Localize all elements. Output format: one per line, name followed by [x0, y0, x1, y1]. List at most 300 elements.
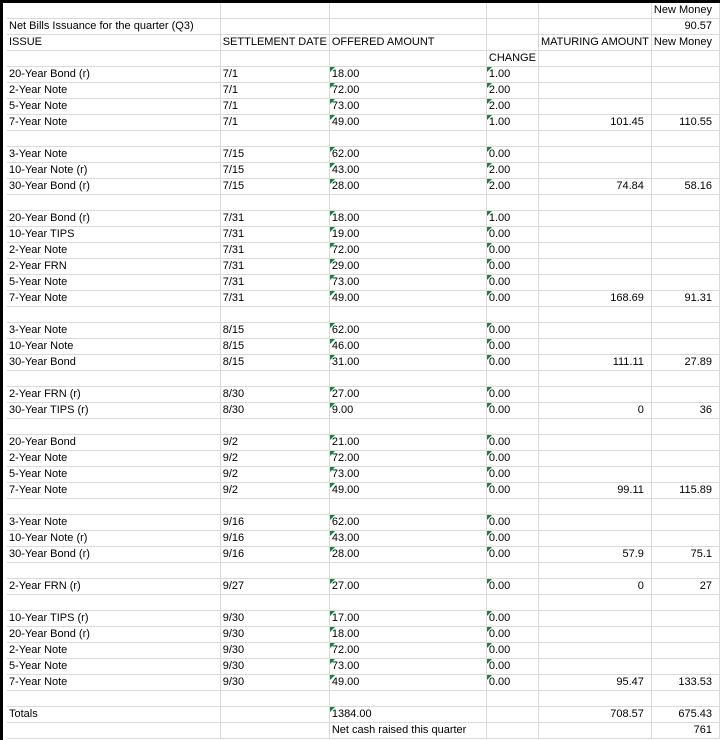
- offered-amount-cell[interactable]: 27.00: [329, 387, 486, 403]
- empty-cell[interactable]: [538, 307, 651, 323]
- blank-row: [7, 691, 720, 707]
- empty-cell[interactable]: [651, 595, 719, 611]
- new-money-cell[interactable]: [651, 99, 719, 115]
- settlement-date-cell[interactable]: 8/15: [220, 339, 329, 355]
- offered-amount-cell[interactable]: 29.00: [329, 259, 486, 275]
- change-cell[interactable]: 0.00: [486, 355, 538, 371]
- settlement-date-cell[interactable]: 9/30: [220, 659, 329, 675]
- offered-amount-cell[interactable]: 46.00: [329, 339, 486, 355]
- maturing-amount-cell[interactable]: [538, 643, 651, 659]
- maturing-amount-cell[interactable]: [538, 259, 651, 275]
- issue-cell[interactable]: 30-Year Bond (r): [7, 547, 220, 563]
- col-change-header[interactable]: CHANGE: [486, 51, 538, 67]
- col-offered-header[interactable]: OFFERED AMOUNT: [329, 35, 486, 51]
- empty-cell[interactable]: [220, 723, 329, 739]
- empty-cell[interactable]: [7, 563, 220, 579]
- table-row: [7, 451, 720, 467]
- net-cash-label[interactable]: Net cash raised this quarter: [329, 723, 486, 739]
- table-row: [7, 83, 720, 99]
- empty-cell[interactable]: [220, 707, 329, 723]
- issue-cell[interactable]: 30-Year Bond (r): [7, 179, 220, 195]
- offered-amount-cell[interactable]: 72.00: [329, 451, 486, 467]
- empty-cell[interactable]: [7, 307, 220, 323]
- new-money-cell[interactable]: [651, 659, 719, 675]
- empty-cell[interactable]: [329, 563, 486, 579]
- maturing-amount-cell[interactable]: [538, 227, 651, 243]
- new-money-cell[interactable]: 115.89: [651, 483, 719, 499]
- net-cash-value[interactable]: 761: [651, 723, 719, 739]
- issue-cell[interactable]: 7-Year Note: [7, 115, 220, 131]
- issuance-table: [7, 3, 720, 739]
- empty-cell[interactable]: [329, 131, 486, 147]
- offered-amount-cell[interactable]: 49.00: [329, 291, 486, 307]
- new-money-cell[interactable]: [651, 259, 719, 275]
- maturing-amount-cell[interactable]: 101.45: [538, 115, 651, 131]
- settlement-date-cell[interactable]: 7/15: [220, 147, 329, 163]
- new-money-cell[interactable]: [651, 211, 719, 227]
- change-cell[interactable]: 0.00: [486, 547, 538, 563]
- maturing-amount-cell[interactable]: [538, 83, 651, 99]
- empty-cell[interactable]: [7, 499, 220, 515]
- col-new-money-header[interactable]: New Money: [651, 35, 719, 51]
- new-money-cell[interactable]: [651, 243, 719, 259]
- change-cell[interactable]: 0.00: [486, 323, 538, 339]
- offered-amount-cell[interactable]: 62.00: [329, 515, 486, 531]
- empty-cell[interactable]: [220, 595, 329, 611]
- change-cell[interactable]: 0.00: [486, 387, 538, 403]
- new-money-cell[interactable]: [651, 467, 719, 483]
- table-row: [7, 339, 720, 355]
- change-cell[interactable]: 1.00: [486, 115, 538, 131]
- offered-amount-cell[interactable]: 49.00: [329, 115, 486, 131]
- issue-cell[interactable]: 3-Year Note: [7, 515, 220, 531]
- empty-cell[interactable]: [486, 723, 538, 739]
- issue-cell[interactable]: 5-Year Note: [7, 275, 220, 291]
- settlement-date-cell[interactable]: 7/31: [220, 243, 329, 259]
- settlement-date-cell[interactable]: 9/30: [220, 643, 329, 659]
- maturing-amount-cell[interactable]: 0: [538, 403, 651, 419]
- issue-cell[interactable]: 2-Year Note: [7, 243, 220, 259]
- issue-cell[interactable]: 20-Year Bond (r): [7, 67, 220, 83]
- settlement-date-cell[interactable]: 9/27: [220, 579, 329, 595]
- table-body: [7, 3, 720, 739]
- blank-row: [7, 595, 720, 611]
- blank-row: [7, 563, 720, 579]
- table-row: [7, 483, 720, 499]
- settlement-date-cell[interactable]: 9/16: [220, 515, 329, 531]
- header-row-1: [7, 3, 720, 19]
- empty-cell[interactable]: [538, 371, 651, 387]
- offered-amount-cell[interactable]: 31.00: [329, 355, 486, 371]
- empty-cell[interactable]: [329, 499, 486, 515]
- empty-cell[interactable]: [329, 595, 486, 611]
- empty-cell[interactable]: [329, 691, 486, 707]
- new-money-cell[interactable]: [651, 83, 719, 99]
- settlement-date-cell[interactable]: 9/2: [220, 467, 329, 483]
- offered-amount-cell[interactable]: 18.00: [329, 627, 486, 643]
- maturing-amount-cell[interactable]: [538, 451, 651, 467]
- empty-cell[interactable]: [538, 195, 651, 211]
- empty-cell[interactable]: [486, 595, 538, 611]
- offered-amount-cell[interactable]: 72.00: [329, 83, 486, 99]
- maturing-amount-cell[interactable]: 57.9: [538, 547, 651, 563]
- settlement-date-cell[interactable]: 7/1: [220, 67, 329, 83]
- empty-cell[interactable]: [651, 307, 719, 323]
- change-cell[interactable]: 0.00: [486, 643, 538, 659]
- change-cell[interactable]: 0.00: [486, 515, 538, 531]
- maturing-amount-cell[interactable]: [538, 435, 651, 451]
- offered-amount-cell[interactable]: 43.00: [329, 531, 486, 547]
- change-cell[interactable]: 2.00: [486, 163, 538, 179]
- offered-amount-cell[interactable]: 19.00: [329, 227, 486, 243]
- empty-cell[interactable]: [486, 307, 538, 323]
- new-money-cell[interactable]: [651, 451, 719, 467]
- table-row: [7, 323, 720, 339]
- new-money-cell[interactable]: 27: [651, 579, 719, 595]
- offered-amount-cell[interactable]: 28.00: [329, 179, 486, 195]
- empty-cell[interactable]: [538, 499, 651, 515]
- empty-cell[interactable]: [329, 195, 486, 211]
- offered-amount-cell[interactable]: 9.00: [329, 403, 486, 419]
- total-new-money-cell[interactable]: 675.43: [651, 707, 719, 723]
- empty-cell[interactable]: [651, 563, 719, 579]
- offered-amount-cell[interactable]: 49.00: [329, 675, 486, 691]
- empty-cell[interactable]: [329, 371, 486, 387]
- table-row: [7, 355, 720, 371]
- maturing-amount-cell[interactable]: 74.84: [538, 179, 651, 195]
- new-money-cell[interactable]: 58.16: [651, 179, 719, 195]
- empty-cell[interactable]: [7, 595, 220, 611]
- change-cell[interactable]: 0.00: [486, 227, 538, 243]
- table-row: [7, 259, 720, 275]
- offered-amount-cell[interactable]: 27.00: [329, 579, 486, 595]
- maturing-amount-cell[interactable]: [538, 515, 651, 531]
- table-row: [7, 579, 720, 595]
- settlement-date-cell[interactable]: 7/15: [220, 179, 329, 195]
- settlement-date-cell[interactable]: 7/1: [220, 83, 329, 99]
- issue-cell[interactable]: 2-Year FRN: [7, 259, 220, 275]
- offered-amount-cell[interactable]: 18.00: [329, 67, 486, 83]
- issue-cell[interactable]: 20-Year Bond (r): [7, 211, 220, 227]
- settlement-date-cell[interactable]: 7/1: [220, 99, 329, 115]
- table-row: [7, 467, 720, 483]
- offered-amount-cell[interactable]: 18.00: [329, 211, 486, 227]
- settlement-date-cell[interactable]: 7/31: [220, 275, 329, 291]
- issue-cell[interactable]: 2-Year FRN (r): [7, 387, 220, 403]
- empty-cell[interactable]: [486, 707, 538, 723]
- change-cell[interactable]: 1.00: [486, 67, 538, 83]
- maturing-amount-cell[interactable]: 99.11: [538, 483, 651, 499]
- settlement-date-cell[interactable]: 9/30: [220, 627, 329, 643]
- change-cell[interactable]: 0.00: [486, 147, 538, 163]
- table-row: [7, 163, 720, 179]
- issue-cell[interactable]: 3-Year Note: [7, 147, 220, 163]
- maturing-amount-cell[interactable]: 0: [538, 579, 651, 595]
- net-cash-row: [7, 723, 720, 739]
- empty-cell[interactable]: [7, 723, 220, 739]
- empty-cell[interactable]: [651, 419, 719, 435]
- settlement-date-cell[interactable]: 9/30: [220, 611, 329, 627]
- issue-cell[interactable]: 5-Year Note: [7, 99, 220, 115]
- settlement-date-cell[interactable]: 7/1: [220, 115, 329, 131]
- maturing-amount-cell[interactable]: [538, 211, 651, 227]
- change-cell[interactable]: 0.00: [486, 611, 538, 627]
- new-money-cell[interactable]: 27.89: [651, 355, 719, 371]
- empty-cell[interactable]: [538, 563, 651, 579]
- offered-amount-cell[interactable]: 73.00: [329, 275, 486, 291]
- empty-cell[interactable]: [538, 595, 651, 611]
- empty-cell[interactable]: [220, 499, 329, 515]
- window-edge: [0, 0, 3, 740]
- new-money-cell[interactable]: [651, 339, 719, 355]
- offered-amount-cell[interactable]: 73.00: [329, 467, 486, 483]
- totals-row: [7, 707, 720, 723]
- empty-cell[interactable]: [651, 131, 719, 147]
- issue-cell[interactable]: 10-Year TIPS (r): [7, 611, 220, 627]
- issue-cell[interactable]: 20-Year Bond (r): [7, 627, 220, 643]
- empty-cell[interactable]: [7, 419, 220, 435]
- change-cell[interactable]: 0.00: [486, 675, 538, 691]
- settlement-date-cell[interactable]: 8/15: [220, 355, 329, 371]
- maturing-amount-cell[interactable]: [538, 611, 651, 627]
- settlement-date-cell[interactable]: 7/31: [220, 259, 329, 275]
- issue-cell[interactable]: 10-Year Note (r): [7, 163, 220, 179]
- table-row: [7, 531, 720, 547]
- change-cell[interactable]: 2.00: [486, 83, 538, 99]
- empty-cell[interactable]: [651, 691, 719, 707]
- empty-cell[interactable]: [651, 195, 719, 211]
- issue-cell[interactable]: 5-Year Note: [7, 659, 220, 675]
- empty-cell[interactable]: [329, 307, 486, 323]
- empty-cell[interactable]: [538, 691, 651, 707]
- table-row: [7, 243, 720, 259]
- maturing-amount-cell[interactable]: [538, 531, 651, 547]
- new-money-cell[interactable]: 75.1: [651, 547, 719, 563]
- offered-amount-cell[interactable]: 49.00: [329, 483, 486, 499]
- change-cell[interactable]: 0.00: [486, 467, 538, 483]
- new-money-cell[interactable]: [651, 531, 719, 547]
- new-money-cell[interactable]: [651, 323, 719, 339]
- settlement-date-cell[interactable]: 9/2: [220, 435, 329, 451]
- issue-cell[interactable]: 7-Year Note: [7, 675, 220, 691]
- issue-cell[interactable]: 30-Year Bond: [7, 355, 220, 371]
- empty-cell[interactable]: [651, 499, 719, 515]
- offered-amount-cell[interactable]: 62.00: [329, 147, 486, 163]
- new-money-cell[interactable]: 110.55: [651, 115, 719, 131]
- new-money-cell[interactable]: [651, 147, 719, 163]
- column-header-row: [7, 35, 720, 51]
- settlement-date-cell[interactable]: 7/15: [220, 163, 329, 179]
- empty-cell[interactable]: [220, 419, 329, 435]
- new-money-cell[interactable]: [651, 627, 719, 643]
- empty-cell[interactable]: [486, 691, 538, 707]
- empty-cell[interactable]: [538, 131, 651, 147]
- empty-cell[interactable]: [329, 419, 486, 435]
- change-cell[interactable]: 0.00: [486, 259, 538, 275]
- maturing-amount-cell[interactable]: [538, 243, 651, 259]
- col-issue-header[interactable]: ISSUE: [7, 35, 220, 51]
- issue-cell[interactable]: 7-Year Note: [7, 483, 220, 499]
- change-cell[interactable]: 1.00: [486, 211, 538, 227]
- change-cell[interactable]: 0.00: [486, 339, 538, 355]
- empty-cell[interactable]: [7, 691, 220, 707]
- maturing-amount-cell[interactable]: [538, 387, 651, 403]
- offered-amount-cell[interactable]: 73.00: [329, 99, 486, 115]
- table-row: [7, 211, 720, 227]
- issue-cell[interactable]: 30-Year TIPS (r): [7, 403, 220, 419]
- maturing-amount-cell[interactable]: [538, 323, 651, 339]
- new-money-cell[interactable]: [651, 163, 719, 179]
- table-row: [7, 627, 720, 643]
- change-cell[interactable]: 0.00: [486, 579, 538, 595]
- new-money-cell[interactable]: [651, 275, 719, 291]
- settlement-date-cell[interactable]: 9/16: [220, 547, 329, 563]
- empty-cell[interactable]: [220, 691, 329, 707]
- empty-cell[interactable]: [651, 371, 719, 387]
- maturing-amount-cell[interactable]: [538, 467, 651, 483]
- offered-amount-cell[interactable]: 43.00: [329, 163, 486, 179]
- new-money-total[interactable]: 90.57: [651, 19, 719, 35]
- offered-amount-cell[interactable]: 17.00: [329, 611, 486, 627]
- change-cell[interactable]: 0.00: [486, 659, 538, 675]
- col-maturing-header[interactable]: MATURING AMOUNT: [538, 35, 651, 51]
- issue-cell[interactable]: 20-Year Bond: [7, 435, 220, 451]
- settlement-date-cell[interactable]: 7/31: [220, 211, 329, 227]
- change-cell[interactable]: 2.00: [486, 99, 538, 115]
- new-money-cell[interactable]: [651, 387, 719, 403]
- total-offered-cell[interactable]: 1384.00: [329, 707, 486, 723]
- maturing-amount-cell[interactable]: [538, 147, 651, 163]
- new-money-cell[interactable]: [651, 643, 719, 659]
- change-cell[interactable]: 0.00: [486, 451, 538, 467]
- new-money-cell[interactable]: [651, 515, 719, 531]
- blank-row: [7, 307, 720, 323]
- empty-cell[interactable]: [220, 195, 329, 211]
- settlement-date-cell[interactable]: 9/16: [220, 531, 329, 547]
- issue-cell[interactable]: 7-Year Note: [7, 291, 220, 307]
- empty-cell[interactable]: [486, 563, 538, 579]
- new-money-cell[interactable]: 36: [651, 403, 719, 419]
- offered-amount-cell[interactable]: 28.00: [329, 547, 486, 563]
- empty-cell[interactable]: [486, 371, 538, 387]
- empty-cell[interactable]: [486, 419, 538, 435]
- issue-cell[interactable]: 2-Year Note: [7, 83, 220, 99]
- empty-cell[interactable]: [538, 419, 651, 435]
- change-cell[interactable]: 2.00: [486, 179, 538, 195]
- change-cell[interactable]: 0.00: [486, 403, 538, 419]
- table-row: [7, 227, 720, 243]
- empty-cell[interactable]: [486, 499, 538, 515]
- table-row: [7, 179, 720, 195]
- settlement-date-cell[interactable]: 7/31: [220, 291, 329, 307]
- change-cell[interactable]: 0.00: [486, 291, 538, 307]
- empty-cell[interactable]: [7, 131, 220, 147]
- empty-cell[interactable]: [220, 563, 329, 579]
- change-cell[interactable]: 0.00: [486, 243, 538, 259]
- table-row: [7, 435, 720, 451]
- settlement-date-cell[interactable]: 8/30: [220, 387, 329, 403]
- maturing-amount-cell[interactable]: 95.47: [538, 675, 651, 691]
- empty-cell[interactable]: [220, 131, 329, 147]
- issue-cell[interactable]: 10-Year TIPS: [7, 227, 220, 243]
- table-row: [7, 643, 720, 659]
- table-row: [7, 611, 720, 627]
- maturing-amount-cell[interactable]: [538, 99, 651, 115]
- offered-amount-cell[interactable]: 73.00: [329, 659, 486, 675]
- table-row: [7, 147, 720, 163]
- maturing-amount-cell[interactable]: [538, 659, 651, 675]
- new-money-title[interactable]: New Money: [651, 3, 719, 19]
- empty-cell[interactable]: [486, 195, 538, 211]
- issue-cell[interactable]: 10-Year Note (r): [7, 531, 220, 547]
- change-cell[interactable]: 0.00: [486, 275, 538, 291]
- settlement-date-cell[interactable]: 9/2: [220, 483, 329, 499]
- new-money-cell[interactable]: [651, 435, 719, 451]
- table-row: [7, 659, 720, 675]
- maturing-amount-cell[interactable]: [538, 627, 651, 643]
- empty-cell[interactable]: [486, 131, 538, 147]
- table-row: [7, 515, 720, 531]
- maturing-amount-cell[interactable]: 111.11: [538, 355, 651, 371]
- empty-cell[interactable]: [220, 307, 329, 323]
- col-settlement-header[interactable]: SETTLEMENT DATE: [220, 35, 329, 51]
- new-money-cell[interactable]: [651, 67, 719, 83]
- issue-cell[interactable]: 3-Year Note: [7, 323, 220, 339]
- issue-cell[interactable]: 10-Year Note: [7, 339, 220, 355]
- new-money-cell[interactable]: [651, 611, 719, 627]
- new-money-cell[interactable]: 133.53: [651, 675, 719, 691]
- change-cell[interactable]: 0.00: [486, 435, 538, 451]
- issue-cell[interactable]: 2-Year Note: [7, 643, 220, 659]
- empty-cell[interactable]: [220, 371, 329, 387]
- table-row: [7, 291, 720, 307]
- change-cell[interactable]: 0.00: [486, 531, 538, 547]
- maturing-amount-cell[interactable]: [538, 275, 651, 291]
- issue-cell[interactable]: 2-Year FRN (r): [7, 579, 220, 595]
- totals-label[interactable]: Totals: [7, 707, 220, 723]
- settlement-date-cell[interactable]: 7/31: [220, 227, 329, 243]
- blank-row: [7, 371, 720, 387]
- new-money-cell[interactable]: [651, 227, 719, 243]
- settlement-date-cell[interactable]: 9/30: [220, 675, 329, 691]
- blank-row: [7, 419, 720, 435]
- offered-amount-cell[interactable]: 72.00: [329, 243, 486, 259]
- maturing-amount-cell[interactable]: 168.69: [538, 291, 651, 307]
- change-cell[interactable]: 0.00: [486, 483, 538, 499]
- maturing-amount-cell[interactable]: [538, 339, 651, 355]
- total-maturing-cell[interactable]: 708.57: [538, 707, 651, 723]
- offered-amount-cell[interactable]: 62.00: [329, 323, 486, 339]
- sheet-title[interactable]: Net Bills Issuance for the quarter (Q3): [7, 19, 220, 35]
- blank-row: [7, 499, 720, 515]
- empty-cell[interactable]: [7, 195, 220, 211]
- table-row: [7, 99, 720, 115]
- table-row: [7, 67, 720, 83]
- new-money-cell[interactable]: 91.31: [651, 291, 719, 307]
- empty-cell[interactable]: [7, 371, 220, 387]
- settlement-date-cell[interactable]: 8/15: [220, 323, 329, 339]
- offered-amount-cell[interactable]: 72.00: [329, 643, 486, 659]
- issue-cell[interactable]: 2-Year Note: [7, 451, 220, 467]
- settlement-date-cell[interactable]: 8/30: [220, 403, 329, 419]
- settlement-date-cell[interactable]: 9/2: [220, 451, 329, 467]
- change-cell[interactable]: 0.00: [486, 627, 538, 643]
- maturing-amount-cell[interactable]: [538, 67, 651, 83]
- maturing-amount-cell[interactable]: [538, 163, 651, 179]
- empty-cell[interactable]: [538, 723, 651, 739]
- offered-amount-cell[interactable]: 21.00: [329, 435, 486, 451]
- issue-cell[interactable]: 5-Year Note: [7, 467, 220, 483]
